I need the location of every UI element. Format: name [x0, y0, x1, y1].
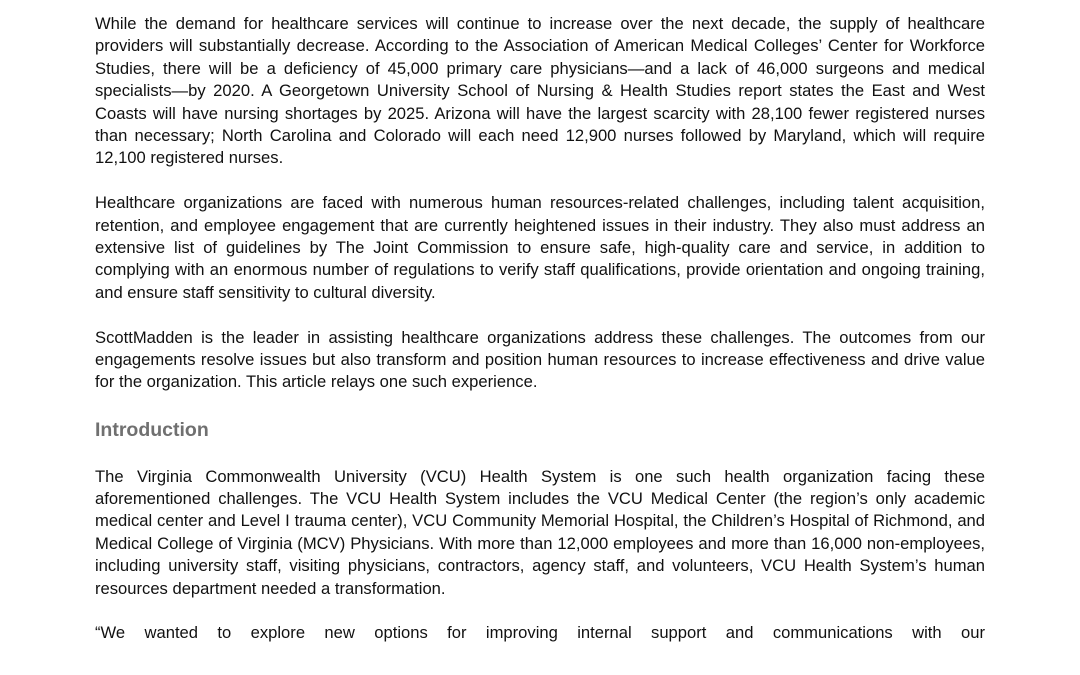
paragraph-vcu-health-system: The Virginia Commonwealth University (VCU) Health System is one such health organization facing these aforementioned challenges. The VCU Health System includes the VCU Medical Center (the region’s only academic medical center and Level I trauma center), VCU Community Memorial Hospital, the Children’s Hospital of Richmond, and Medical College of Virginia (MCV) Physicians. With more than 12,000 employees and more than 16,000 non-employees, including university staff, visiting physicians, contractors, agency staff, and volunteers, VCU Health System’s human resources department needed a transformation. — [95, 466, 985, 598]
paragraph-scottmadden: ScottMadden is the leader in assisting healthcare organizations address these challenges. The outcomes from our engagements resolve issues but also transform and position human resources to increase effectiveness and drive value for the organization. This article relays one such experience. — [95, 327, 985, 392]
section-heading-introduction: Introduction — [95, 419, 209, 442]
paragraph-quote-partial: “We wanted to explore new options for improving internal support and communications with our — [95, 623, 985, 643]
paragraph-workforce-shortage: While the demand for healthcare services will continue to increase over the next decade, the supply of healthcare providers will substantially decrease. According to the Association of American Medical Colleges’ Center for Workforce Studies, there will be a deficiency of 45,000 primary care physicians—and a lack of 46,000 surgeons and medical specialists—by 2020. A Georgetown University School of Nursing & Health Studies report states the East and West Coasts will have nursing shortages by 2025. Arizona will have the largest scarcity with 28,100 fewer registered nurses than necessary; North Carolina and Colorado will each need 12,900 nurses followed by Maryland, which will require 12,100 registered nurses. — [95, 14, 985, 168]
paragraph-hr-challenges: Healthcare organizations are faced with numerous human resources-related challenges, including talent acquisition, retention, and employee engagement that are currently heightened issues in their industry. They also must address an extensive list of guidelines by The Joint Commission to ensure safe, high-quality care and service, in addition to complying with an enormous number of regulations to verify staff qualifications, provide orientation and ongoing training, and ensure staff sensitivity to cultural diversity. — [95, 193, 985, 302]
document-page — [95, 13, 985, 645]
